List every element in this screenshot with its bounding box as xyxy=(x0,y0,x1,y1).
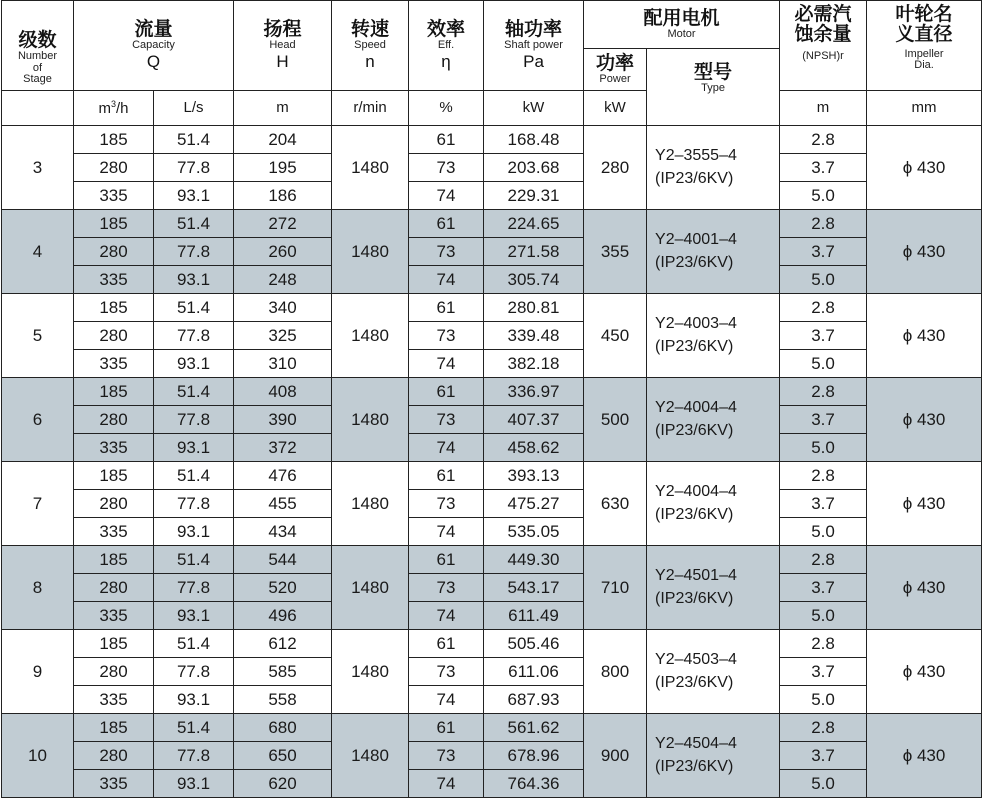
shaft-power-cell: 305.74 xyxy=(484,266,584,294)
header-shaft-power: 轴功率 Shaft power Pa xyxy=(484,1,584,91)
capacity-ls-cell: 51.4 xyxy=(154,714,234,742)
shaft-power-cell: 611.49 xyxy=(484,602,584,630)
motor-type-cell xyxy=(647,714,780,798)
header-eff: 效率 Eff. η xyxy=(409,1,484,91)
npsh-cell: 2.8 xyxy=(780,294,867,322)
eff-cell: 73 xyxy=(409,742,484,770)
npsh-cell: 2.8 xyxy=(780,126,867,154)
eff-cell: 73 xyxy=(409,238,484,266)
unit-ls: L/s xyxy=(154,91,234,126)
capacity-ls-cell: 93.1 xyxy=(154,266,234,294)
head-cell: 310 xyxy=(234,350,332,378)
capacity-m3h-cell: 335 xyxy=(74,686,154,714)
npsh-cell: 5.0 xyxy=(780,770,867,798)
shaft-power-cell: 561.62 xyxy=(484,714,584,742)
shaft-power-cell: 229.31 xyxy=(484,182,584,210)
npsh-cell: 2.8 xyxy=(780,462,867,490)
capacity-m3h-cell: 335 xyxy=(74,770,154,798)
eff-cell: 61 xyxy=(409,378,484,406)
shaft-power-cell: 449.30 xyxy=(484,546,584,574)
unit-stage xyxy=(2,91,74,126)
impeller-dia-cell: ϕ 430 xyxy=(867,630,982,714)
npsh-cell: 3.7 xyxy=(780,406,867,434)
motor-power-cell: 500 xyxy=(584,378,647,462)
motor-type-model: Y2–4001–4 xyxy=(655,231,737,249)
eff-cell: 61 xyxy=(409,294,484,322)
unit-speed: r/min xyxy=(332,91,409,126)
eff-cell: 74 xyxy=(409,266,484,294)
capacity-m3h-cell: 335 xyxy=(74,518,154,546)
npsh-cell: 5.0 xyxy=(780,266,867,294)
capacity-m3h-cell: 185 xyxy=(74,378,154,406)
capacity-m3h-cell: 185 xyxy=(74,126,154,154)
table-row xyxy=(2,238,982,266)
eff-cell: 61 xyxy=(409,546,484,574)
capacity-m3h-cell: 185 xyxy=(74,462,154,490)
eff-cell: 74 xyxy=(409,434,484,462)
stage-cell: 8 xyxy=(2,546,74,630)
head-cell: 195 xyxy=(234,154,332,182)
capacity-m3h-cell: 335 xyxy=(74,182,154,210)
motor-power-cell: 280 xyxy=(584,126,647,210)
head-cell: 434 xyxy=(234,518,332,546)
capacity-m3h-cell: 185 xyxy=(74,630,154,658)
motor-type-protection: (IP23/6KV) xyxy=(655,169,734,187)
shaft-power-cell: 535.05 xyxy=(484,518,584,546)
head-cell: 496 xyxy=(234,602,332,630)
table-row xyxy=(2,322,982,350)
eff-cell: 73 xyxy=(409,406,484,434)
eff-cell: 61 xyxy=(409,630,484,658)
motor-power-cell: 630 xyxy=(584,462,647,546)
npsh-cell: 5.0 xyxy=(780,434,867,462)
table-row xyxy=(2,434,982,462)
unit-shaft: kW xyxy=(484,91,584,126)
motor-type-protection: (IP23/6KV) xyxy=(655,421,734,439)
motor-power-cell: 710 xyxy=(584,546,647,630)
capacity-ls-cell: 93.1 xyxy=(154,434,234,462)
table-row xyxy=(2,546,982,574)
npsh-cell: 5.0 xyxy=(780,350,867,378)
table-row xyxy=(2,518,982,546)
eff-cell: 73 xyxy=(409,154,484,182)
motor-type-cell xyxy=(647,546,780,630)
head-cell: 340 xyxy=(234,294,332,322)
impeller-dia-cell: ϕ 430 xyxy=(867,714,982,798)
unit-npsh: m xyxy=(780,91,867,126)
capacity-ls-cell: 93.1 xyxy=(154,518,234,546)
head-cell: 544 xyxy=(234,546,332,574)
header-motor: 配用电机 Motor xyxy=(584,1,780,49)
capacity-m3h-cell: 335 xyxy=(74,350,154,378)
motor-type-cell xyxy=(647,210,780,294)
capacity-ls-cell: 51.4 xyxy=(154,630,234,658)
capacity-m3h-cell: 280 xyxy=(74,574,154,602)
shaft-power-cell: 505.46 xyxy=(484,630,584,658)
motor-power-cell: 355 xyxy=(584,210,647,294)
shaft-power-cell: 687.93 xyxy=(484,686,584,714)
head-cell: 272 xyxy=(234,210,332,238)
shaft-power-cell: 280.81 xyxy=(484,294,584,322)
shaft-power-cell: 336.97 xyxy=(484,378,584,406)
capacity-ls-cell: 51.4 xyxy=(154,546,234,574)
npsh-cell: 2.8 xyxy=(780,210,867,238)
head-cell: 476 xyxy=(234,462,332,490)
spec-body xyxy=(2,126,982,798)
table-row xyxy=(2,378,982,406)
shaft-power-cell: 339.48 xyxy=(484,322,584,350)
table-row xyxy=(2,742,982,770)
capacity-ls-cell: 51.4 xyxy=(154,462,234,490)
speed-cell: 1480 xyxy=(332,546,409,630)
speed-cell: 1480 xyxy=(332,630,409,714)
head-cell: 612 xyxy=(234,630,332,658)
motor-power-cell: 450 xyxy=(584,294,647,378)
npsh-cell: 2.8 xyxy=(780,630,867,658)
eff-cell: 74 xyxy=(409,350,484,378)
table-row xyxy=(2,126,982,154)
header-npsh: 必需汽 蚀余量 (NPSH)r xyxy=(780,1,867,91)
capacity-m3h-cell: 335 xyxy=(74,266,154,294)
table-row xyxy=(2,574,982,602)
impeller-dia-cell: ϕ 430 xyxy=(867,462,982,546)
header-capacity: 流量 Capacity Q xyxy=(74,1,234,91)
npsh-cell: 3.7 xyxy=(780,742,867,770)
impeller-dia-cell: ϕ 430 xyxy=(867,294,982,378)
capacity-ls-cell: 93.1 xyxy=(154,770,234,798)
capacity-ls-cell: 77.8 xyxy=(154,406,234,434)
capacity-ls-cell: 51.4 xyxy=(154,294,234,322)
table-row xyxy=(2,462,982,490)
speed-cell: 1480 xyxy=(332,378,409,462)
head-cell: 204 xyxy=(234,126,332,154)
motor-type-model: Y2–4003–4 xyxy=(655,315,737,333)
capacity-ls-cell: 51.4 xyxy=(154,210,234,238)
unit-power: kW xyxy=(584,91,647,126)
motor-type-protection: (IP23/6KV) xyxy=(655,673,734,691)
stage-cell: 3 xyxy=(2,126,74,210)
eff-cell: 61 xyxy=(409,462,484,490)
table-row xyxy=(2,490,982,518)
capacity-m3h-cell: 280 xyxy=(74,154,154,182)
capacity-ls-cell: 51.4 xyxy=(154,126,234,154)
motor-type-model: Y2–4504–4 xyxy=(655,735,737,753)
impeller-dia-cell: ϕ 430 xyxy=(867,210,982,294)
shaft-power-cell: 203.68 xyxy=(484,154,584,182)
capacity-ls-cell: 77.8 xyxy=(154,490,234,518)
head-cell: 455 xyxy=(234,490,332,518)
capacity-ls-cell: 93.1 xyxy=(154,602,234,630)
motor-type-cell xyxy=(647,462,780,546)
motor-type-model: Y2–4503–4 xyxy=(655,651,737,669)
npsh-cell: 2.8 xyxy=(780,714,867,742)
shaft-power-cell: 543.17 xyxy=(484,574,584,602)
motor-type-model: Y2–4501–4 xyxy=(655,567,737,585)
npsh-cell: 5.0 xyxy=(780,182,867,210)
table-row xyxy=(2,294,982,322)
capacity-ls-cell: 93.1 xyxy=(154,182,234,210)
eff-cell: 61 xyxy=(409,210,484,238)
capacity-ls-cell: 77.8 xyxy=(154,238,234,266)
shaft-power-cell: 611.06 xyxy=(484,658,584,686)
table-row xyxy=(2,266,982,294)
speed-cell: 1480 xyxy=(332,126,409,210)
npsh-cell: 3.7 xyxy=(780,574,867,602)
eff-cell: 73 xyxy=(409,490,484,518)
header-stage: 级数 Number of Stage xyxy=(2,1,74,91)
header-type: 型号 Type xyxy=(647,49,780,126)
head-cell: 558 xyxy=(234,686,332,714)
table-row xyxy=(2,714,982,742)
capacity-ls-cell: 77.8 xyxy=(154,154,234,182)
motor-power-cell: 900 xyxy=(584,714,647,798)
head-cell: 372 xyxy=(234,434,332,462)
head-cell: 680 xyxy=(234,714,332,742)
motor-type-protection: (IP23/6KV) xyxy=(655,337,734,355)
motor-type-protection: (IP23/6KV) xyxy=(655,253,734,271)
motor-type-protection: (IP23/6KV) xyxy=(655,757,734,775)
motor-type-model: Y2–3555–4 xyxy=(655,147,737,165)
unit-impeller: mm xyxy=(867,91,982,126)
table-row xyxy=(2,406,982,434)
eff-cell: 61 xyxy=(409,126,484,154)
head-cell: 620 xyxy=(234,770,332,798)
eff-cell: 74 xyxy=(409,602,484,630)
capacity-m3h-cell: 185 xyxy=(74,294,154,322)
capacity-ls-cell: 93.1 xyxy=(154,686,234,714)
motor-type-protection: (IP23/6KV) xyxy=(655,505,734,523)
eff-cell: 73 xyxy=(409,574,484,602)
impeller-dia-cell: ϕ 430 xyxy=(867,378,982,462)
capacity-ls-cell: 51.4 xyxy=(154,378,234,406)
capacity-m3h-cell: 185 xyxy=(74,714,154,742)
head-cell: 186 xyxy=(234,182,332,210)
pump-spec-table xyxy=(1,0,982,798)
table-row xyxy=(2,658,982,686)
motor-type-cell xyxy=(647,126,780,210)
speed-cell: 1480 xyxy=(332,294,409,378)
motor-type-cell xyxy=(647,294,780,378)
capacity-m3h-cell: 280 xyxy=(74,742,154,770)
stage-cell: 6 xyxy=(2,378,74,462)
npsh-cell: 3.7 xyxy=(780,658,867,686)
shaft-power-cell: 407.37 xyxy=(484,406,584,434)
eff-cell: 73 xyxy=(409,322,484,350)
capacity-ls-cell: 93.1 xyxy=(154,350,234,378)
table-row xyxy=(2,686,982,714)
eff-cell: 74 xyxy=(409,686,484,714)
impeller-dia-cell: ϕ 430 xyxy=(867,546,982,630)
shaft-power-cell: 271.58 xyxy=(484,238,584,266)
stage-cell: 10 xyxy=(2,714,74,798)
header-power: 功率 Power xyxy=(584,49,647,91)
npsh-cell: 2.8 xyxy=(780,546,867,574)
head-cell: 325 xyxy=(234,322,332,350)
unit-head: m xyxy=(234,91,332,126)
stage-cell: 9 xyxy=(2,630,74,714)
npsh-cell: 2.8 xyxy=(780,378,867,406)
head-cell: 520 xyxy=(234,574,332,602)
npsh-cell: 3.7 xyxy=(780,490,867,518)
speed-cell: 1480 xyxy=(332,714,409,798)
table-row xyxy=(2,154,982,182)
stage-cell: 7 xyxy=(2,462,74,546)
motor-type-model: Y2–4004–4 xyxy=(655,483,737,501)
stage-cell: 4 xyxy=(2,210,74,294)
capacity-m3h-cell: 280 xyxy=(74,658,154,686)
capacity-m3h-cell: 280 xyxy=(74,406,154,434)
capacity-ls-cell: 77.8 xyxy=(154,574,234,602)
table-row xyxy=(2,210,982,238)
impeller-dia-cell: ϕ 430 xyxy=(867,126,982,210)
header-impeller: 叶轮名 义直径 Impeller Dia. xyxy=(867,1,982,91)
eff-cell: 73 xyxy=(409,658,484,686)
shaft-power-cell: 678.96 xyxy=(484,742,584,770)
npsh-cell: 3.7 xyxy=(780,238,867,266)
speed-cell: 1480 xyxy=(332,210,409,294)
head-cell: 585 xyxy=(234,658,332,686)
motor-power-cell: 800 xyxy=(584,630,647,714)
npsh-cell: 3.7 xyxy=(780,322,867,350)
shaft-power-cell: 458.62 xyxy=(484,434,584,462)
table-row xyxy=(2,630,982,658)
capacity-m3h-cell: 280 xyxy=(74,322,154,350)
table-row xyxy=(2,350,982,378)
table-row xyxy=(2,602,982,630)
unit-eff: % xyxy=(409,91,484,126)
motor-type-cell xyxy=(647,378,780,462)
motor-type-model: Y2–4004–4 xyxy=(655,399,737,417)
unit-m3h: $m^3/h$ xyxy=(74,91,154,126)
head-cell: 260 xyxy=(234,238,332,266)
capacity-ls-cell: 77.8 xyxy=(154,742,234,770)
npsh-cell: 5.0 xyxy=(780,518,867,546)
eff-cell: 74 xyxy=(409,518,484,546)
speed-cell: 1480 xyxy=(332,462,409,546)
shaft-power-cell: 393.13 xyxy=(484,462,584,490)
header-speed: 转速 Speed n xyxy=(332,1,409,91)
shaft-power-cell: 382.18 xyxy=(484,350,584,378)
shaft-power-cell: 475.27 xyxy=(484,490,584,518)
motor-type-protection: (IP23/6KV) xyxy=(655,589,734,607)
npsh-cell: 3.7 xyxy=(780,154,867,182)
capacity-m3h-cell: 185 xyxy=(74,546,154,574)
eff-cell: 74 xyxy=(409,182,484,210)
head-cell: 408 xyxy=(234,378,332,406)
table-row xyxy=(2,770,982,798)
capacity-ls-cell: 77.8 xyxy=(154,658,234,686)
shaft-power-cell: 168.48 xyxy=(484,126,584,154)
npsh-cell: 5.0 xyxy=(780,602,867,630)
shaft-power-cell: 224.65 xyxy=(484,210,584,238)
table-row xyxy=(2,182,982,210)
npsh-cell: 5.0 xyxy=(780,686,867,714)
stage-cell: 5 xyxy=(2,294,74,378)
eff-cell: 61 xyxy=(409,714,484,742)
head-cell: 650 xyxy=(234,742,332,770)
head-cell: 390 xyxy=(234,406,332,434)
capacity-ls-cell: 77.8 xyxy=(154,322,234,350)
capacity-m3h-cell: 335 xyxy=(74,602,154,630)
capacity-m3h-cell: 280 xyxy=(74,490,154,518)
capacity-m3h-cell: 280 xyxy=(74,238,154,266)
shaft-power-cell: 764.36 xyxy=(484,770,584,798)
head-cell: 248 xyxy=(234,266,332,294)
capacity-m3h-cell: 185 xyxy=(74,210,154,238)
header-head: 扬程 Head H xyxy=(234,1,332,91)
motor-type-cell xyxy=(647,630,780,714)
capacity-m3h-cell: 335 xyxy=(74,434,154,462)
eff-cell: 74 xyxy=(409,770,484,798)
